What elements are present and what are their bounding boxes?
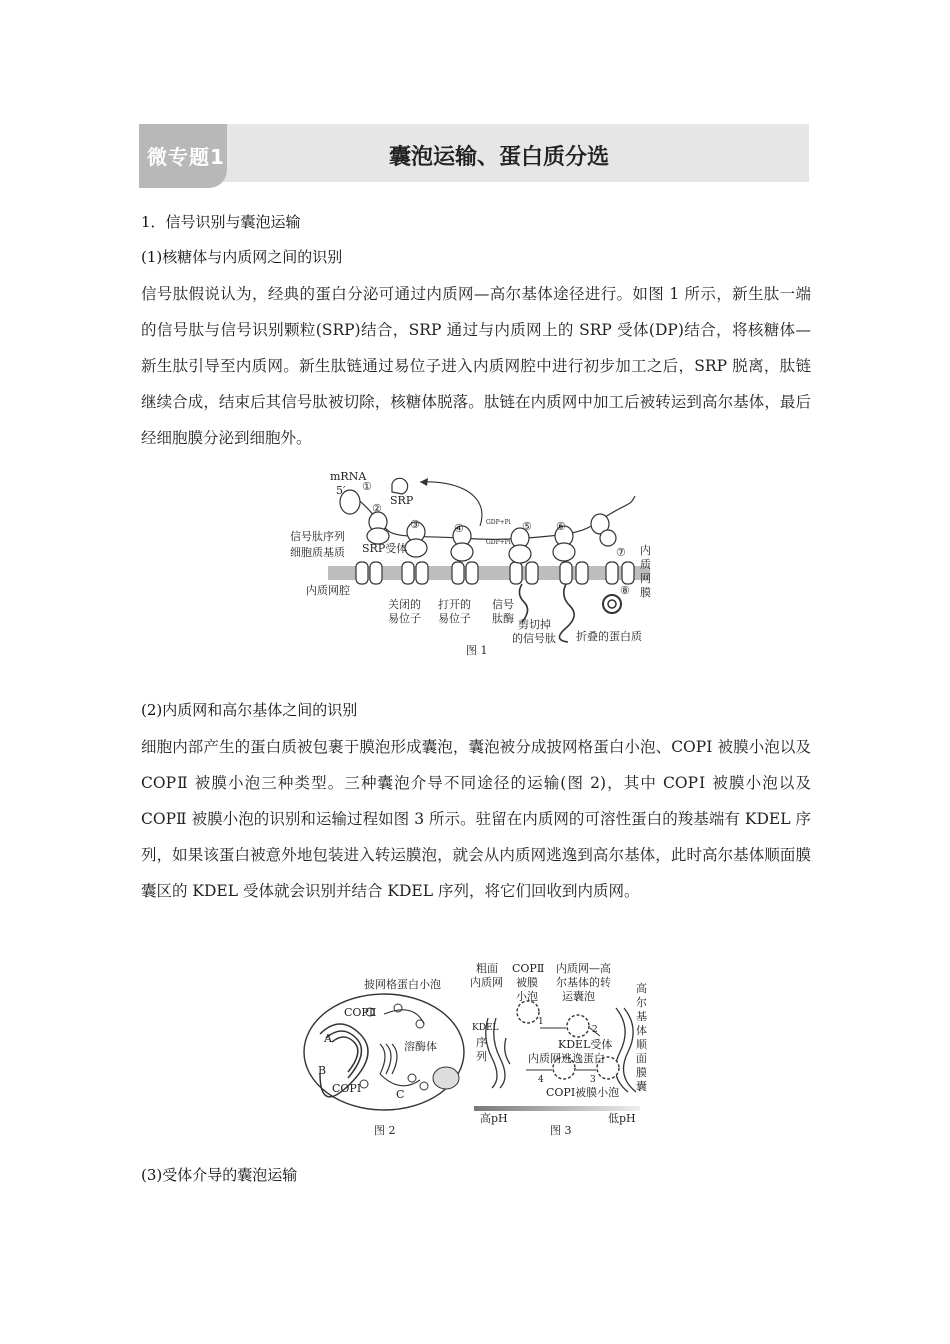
- figure-3-caption: 图 3: [550, 1124, 572, 1137]
- rough-er-label-2: 内质网: [470, 976, 503, 989]
- step-1: ①: [362, 480, 372, 493]
- gdp-label-2: GDP+Pi: [486, 539, 511, 546]
- golgi-label-2: 尔: [636, 996, 647, 1009]
- er-membrane-label-2: 质: [640, 558, 651, 571]
- srp-label: SRP: [390, 494, 414, 507]
- golgi-label-6: 面: [636, 1052, 647, 1065]
- subsection-heading-1: (1)核糖体与内质网之间的识别: [141, 248, 343, 266]
- copii-label-2: 被膜: [516, 976, 538, 989]
- kdel-receptor-label: KDEL受体: [558, 1038, 613, 1051]
- paragraph-2: 细胞内部产生的蛋白质被包裹于膜泡形成囊泡，囊泡被分成披网格蛋白小泡、COPⅠ 被膜小泡以及 COPⅡ 被膜小泡三种类型。三种囊泡介导不同途径的运输(图 2)，其中 COPⅠ 被膜小泡以及 COPⅡ 被膜小泡的识别和运输过程如图 3 所示。驻留在内质网的可溶性蛋白的羧基端有 KDEL 序列，如果该蛋白被意外地包装进入转运膜泡，就会从内质网逃逸到高尔基体，此时高尔基体顺面膜囊区的 KDEL 受体就会识别并结合 KDEL 序列，将它们回收到内质网。: [141, 738, 811, 900]
- opened-label: 打开的: [438, 598, 471, 611]
- kdel-seq-label-1: KDEL: [472, 1023, 499, 1033]
- golgi-label-5: 顺: [636, 1038, 647, 1051]
- section-heading: 1．信号识别与囊泡运输: [141, 213, 301, 231]
- copi-vesicle-label: COPⅠ被膜小泡: [546, 1086, 620, 1099]
- copii-label-1: COPⅡ: [512, 962, 545, 975]
- folded-protein-label: 折叠的蛋白质: [576, 630, 642, 643]
- closed-label: 关闭的: [388, 598, 421, 611]
- copi-label: COPⅠ: [332, 1082, 362, 1095]
- label-b: B: [318, 1064, 327, 1077]
- srp-receptor-label: SRP受体: [362, 542, 408, 555]
- signal-label: 信号: [492, 598, 514, 611]
- copii-label: COPⅡ: [344, 1006, 377, 1019]
- figure-1-diagram: [290, 466, 670, 662]
- step-5: ⑤: [522, 520, 532, 533]
- transport-label-2: 尔基体的转: [556, 976, 611, 989]
- transport-label-1: 内质网—高: [556, 962, 611, 975]
- label-a: A: [324, 1032, 332, 1045]
- clathrin-label: 披网格蛋白小泡: [364, 978, 441, 991]
- cut-signal-label: 的信号肽: [512, 632, 556, 645]
- golgi-label-1: 高: [636, 982, 647, 995]
- ph-gradient-bar: [474, 1106, 640, 1111]
- subsection-heading-2: (2)内质网和高尔基体之间的识别: [141, 701, 358, 719]
- low-ph-label: 低pH: [608, 1112, 636, 1125]
- transport-label-3: 运囊泡: [562, 990, 595, 1003]
- er-lumen-label: 内质网腔: [306, 584, 350, 597]
- five-prime-label: 5′: [336, 484, 346, 497]
- subsection-heading-3: (3)受体介导的囊泡运输: [141, 1166, 298, 1184]
- translocon-a-label: 易位子: [388, 612, 421, 625]
- rough-er-label-1: 粗面: [476, 962, 498, 975]
- high-ph-label: 高pH: [480, 1112, 508, 1125]
- step-n2: 2: [592, 1025, 598, 1035]
- step-8: ⑧: [620, 584, 630, 597]
- figure-3-diagram: [466, 958, 656, 1142]
- er-membrane-label-4: 膜: [640, 586, 651, 599]
- er-membrane-label-1: 内: [640, 544, 651, 557]
- golgi-label-8: 囊: [636, 1080, 647, 1093]
- peptidase-label: 肽酶: [492, 612, 514, 625]
- page-title: 囊泡运输、蛋白质分选: [389, 145, 610, 170]
- topic-tag-label: 微专题1: [147, 145, 225, 169]
- figure-2-diagram: [300, 974, 470, 1142]
- figure-2: [300, 974, 470, 1142]
- figure-1: [290, 466, 670, 662]
- step-n4: 4: [538, 1075, 544, 1085]
- figure-3: [466, 958, 656, 1142]
- escaped-protein-label: 内质网逃逸蛋白: [528, 1052, 605, 1065]
- step-3: ③: [410, 518, 420, 531]
- step-7: ⑦: [616, 546, 626, 559]
- topic-tag: [139, 124, 227, 188]
- golgi-label-4: 体: [636, 1024, 647, 1037]
- translocon-b-label: 易位子: [438, 612, 471, 625]
- gdp-label-1: GDP+Pi: [486, 519, 511, 526]
- golgi-label-3: 基: [636, 1010, 647, 1023]
- figure-1-caption: 图 1: [466, 644, 488, 657]
- copii-label-3: 小泡: [516, 990, 538, 1003]
- step-6: ⑥: [556, 520, 566, 533]
- mrna-label: mRNA: [330, 470, 367, 483]
- figure-2-caption: 图 2: [374, 1124, 396, 1137]
- lysosome-label: 溶酶体: [404, 1040, 437, 1053]
- label-c: C: [396, 1088, 405, 1101]
- step-2: ②: [372, 502, 382, 515]
- golgi-label-7: 膜: [636, 1066, 647, 1079]
- er-membrane-label-3: 网: [640, 572, 651, 585]
- cut-label: 剪切掉: [518, 618, 551, 631]
- kdel-seq-label-3: 列: [476, 1050, 487, 1063]
- step-4: ④: [454, 522, 464, 535]
- kdel-seq-label-2: 序: [476, 1036, 487, 1049]
- cytosol-label: 细胞质基质: [290, 546, 345, 559]
- step-n3: 3: [590, 1075, 596, 1085]
- signal-seq-label: 信号肽序列: [290, 530, 345, 543]
- step-n1: 1: [538, 1017, 544, 1027]
- paragraph-1: 信号肽假说认为，经典的蛋白分泌可通过内质网—高尔基体途径进行。如图 1 所示，新生肽一端的信号肽与信号识别颗粒(SRP)结合，SRP 通过与内质网上的 SRP 受体(DP)结合，将核糖体—新生肽引导至内质网。新生肽链通过易位子进入内质网腔中进行初步加工之后，SRP 脱离，肽链继续合成，结束后其信号肽被切除，核糖体脱落。肽链在内质网中加工后被转运到高尔基体，最后经细胞膜分泌到细胞外。: [141, 285, 811, 447]
